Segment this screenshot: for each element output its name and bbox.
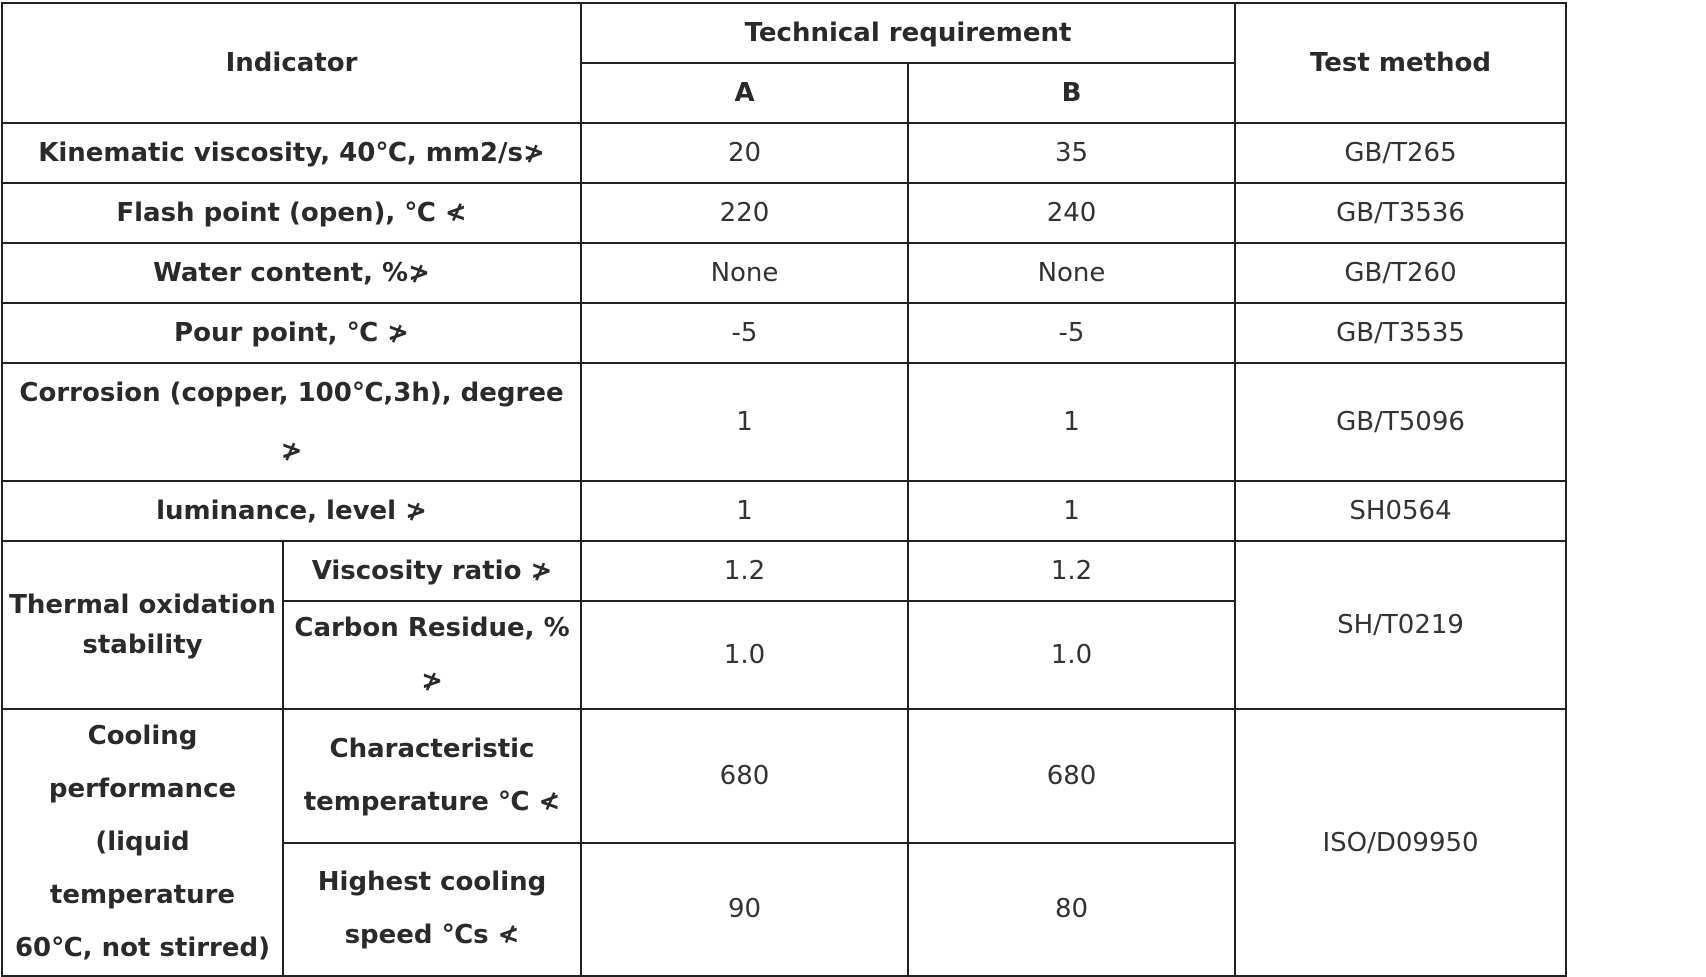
- row-value-b: 1: [908, 481, 1235, 541]
- row-sub-indicator: Characteristic temperature ℃ ≮: [283, 709, 581, 843]
- thermal-group-label: Thermal oxidation stability: [2, 541, 283, 709]
- row-value-a: 1: [581, 363, 908, 481]
- header-row-1: [2, 3, 1566, 63]
- row-indicator: Corrosion (copper, 100℃,3h), degree ≯: [2, 363, 581, 481]
- table-row: [2, 541, 1566, 601]
- row-sub-indicator: Carbon Residue, % ≯: [283, 601, 581, 709]
- row-method: GB/T3535: [1235, 303, 1566, 363]
- row-value-a: None: [581, 243, 908, 303]
- row-value-b: 35: [908, 123, 1235, 183]
- header-col-b: B: [908, 63, 1235, 123]
- row-method: GB/T5096: [1235, 363, 1566, 481]
- row-method: GB/T3536: [1235, 183, 1566, 243]
- row-indicator: Kinematic viscosity, 40℃, mm2/s≯: [2, 123, 581, 183]
- table-row: [2, 123, 1566, 183]
- row-method: GB/T260: [1235, 243, 1566, 303]
- row-value-b: 1.2: [908, 541, 1235, 601]
- row-indicator: Pour point, ℃ ≯: [2, 303, 581, 363]
- table-row: [2, 303, 1566, 363]
- row-value-a: 680: [581, 709, 908, 843]
- thermal-method: SH/T0219: [1235, 541, 1566, 709]
- row-value-b: None: [908, 243, 1235, 303]
- spec-table-container: [1, 2, 1567, 977]
- cooling-group-label: Cooling performance (liquid temperature 60℃, not stirred): [2, 709, 283, 976]
- row-value-a: 1.0: [581, 601, 908, 709]
- row-value-a: 90: [581, 843, 908, 977]
- row-method: GB/T265: [1235, 123, 1566, 183]
- row-method: SH0564: [1235, 481, 1566, 541]
- table-row: [2, 183, 1566, 243]
- row-value-a: 20: [581, 123, 908, 183]
- row-indicator: luminance, level ≯: [2, 481, 581, 541]
- row-value-b: 1.0: [908, 601, 1235, 709]
- row-sub-indicator: Highest cooling speed ℃s ≮: [283, 843, 581, 977]
- table-row: [2, 363, 1566, 481]
- row-value-a: 220: [581, 183, 908, 243]
- row-value-a: -5: [581, 303, 908, 363]
- row-value-b: 1: [908, 363, 1235, 481]
- table-row: [2, 243, 1566, 303]
- row-indicator: Flash point (open), ℃ ≮: [2, 183, 581, 243]
- table-row: [2, 709, 1566, 843]
- row-sub-indicator: Viscosity ratio ≯: [283, 541, 581, 601]
- header-technical-requirement: Technical requirement: [581, 3, 1235, 63]
- row-value-b: 240: [908, 183, 1235, 243]
- row-value-a: 1: [581, 481, 908, 541]
- header-col-a: A: [581, 63, 908, 123]
- row-value-a: 1.2: [581, 541, 908, 601]
- technical-spec-table: [1, 2, 1567, 977]
- table-row: [2, 481, 1566, 541]
- header-test-method: Test method: [1235, 3, 1566, 123]
- header-indicator: Indicator: [2, 3, 581, 123]
- cooling-method: ISO/D09950: [1235, 709, 1566, 976]
- row-indicator: Water content, %≯: [2, 243, 581, 303]
- row-value-b: -5: [908, 303, 1235, 363]
- row-value-b: 680: [908, 709, 1235, 843]
- row-value-b: 80: [908, 843, 1235, 977]
